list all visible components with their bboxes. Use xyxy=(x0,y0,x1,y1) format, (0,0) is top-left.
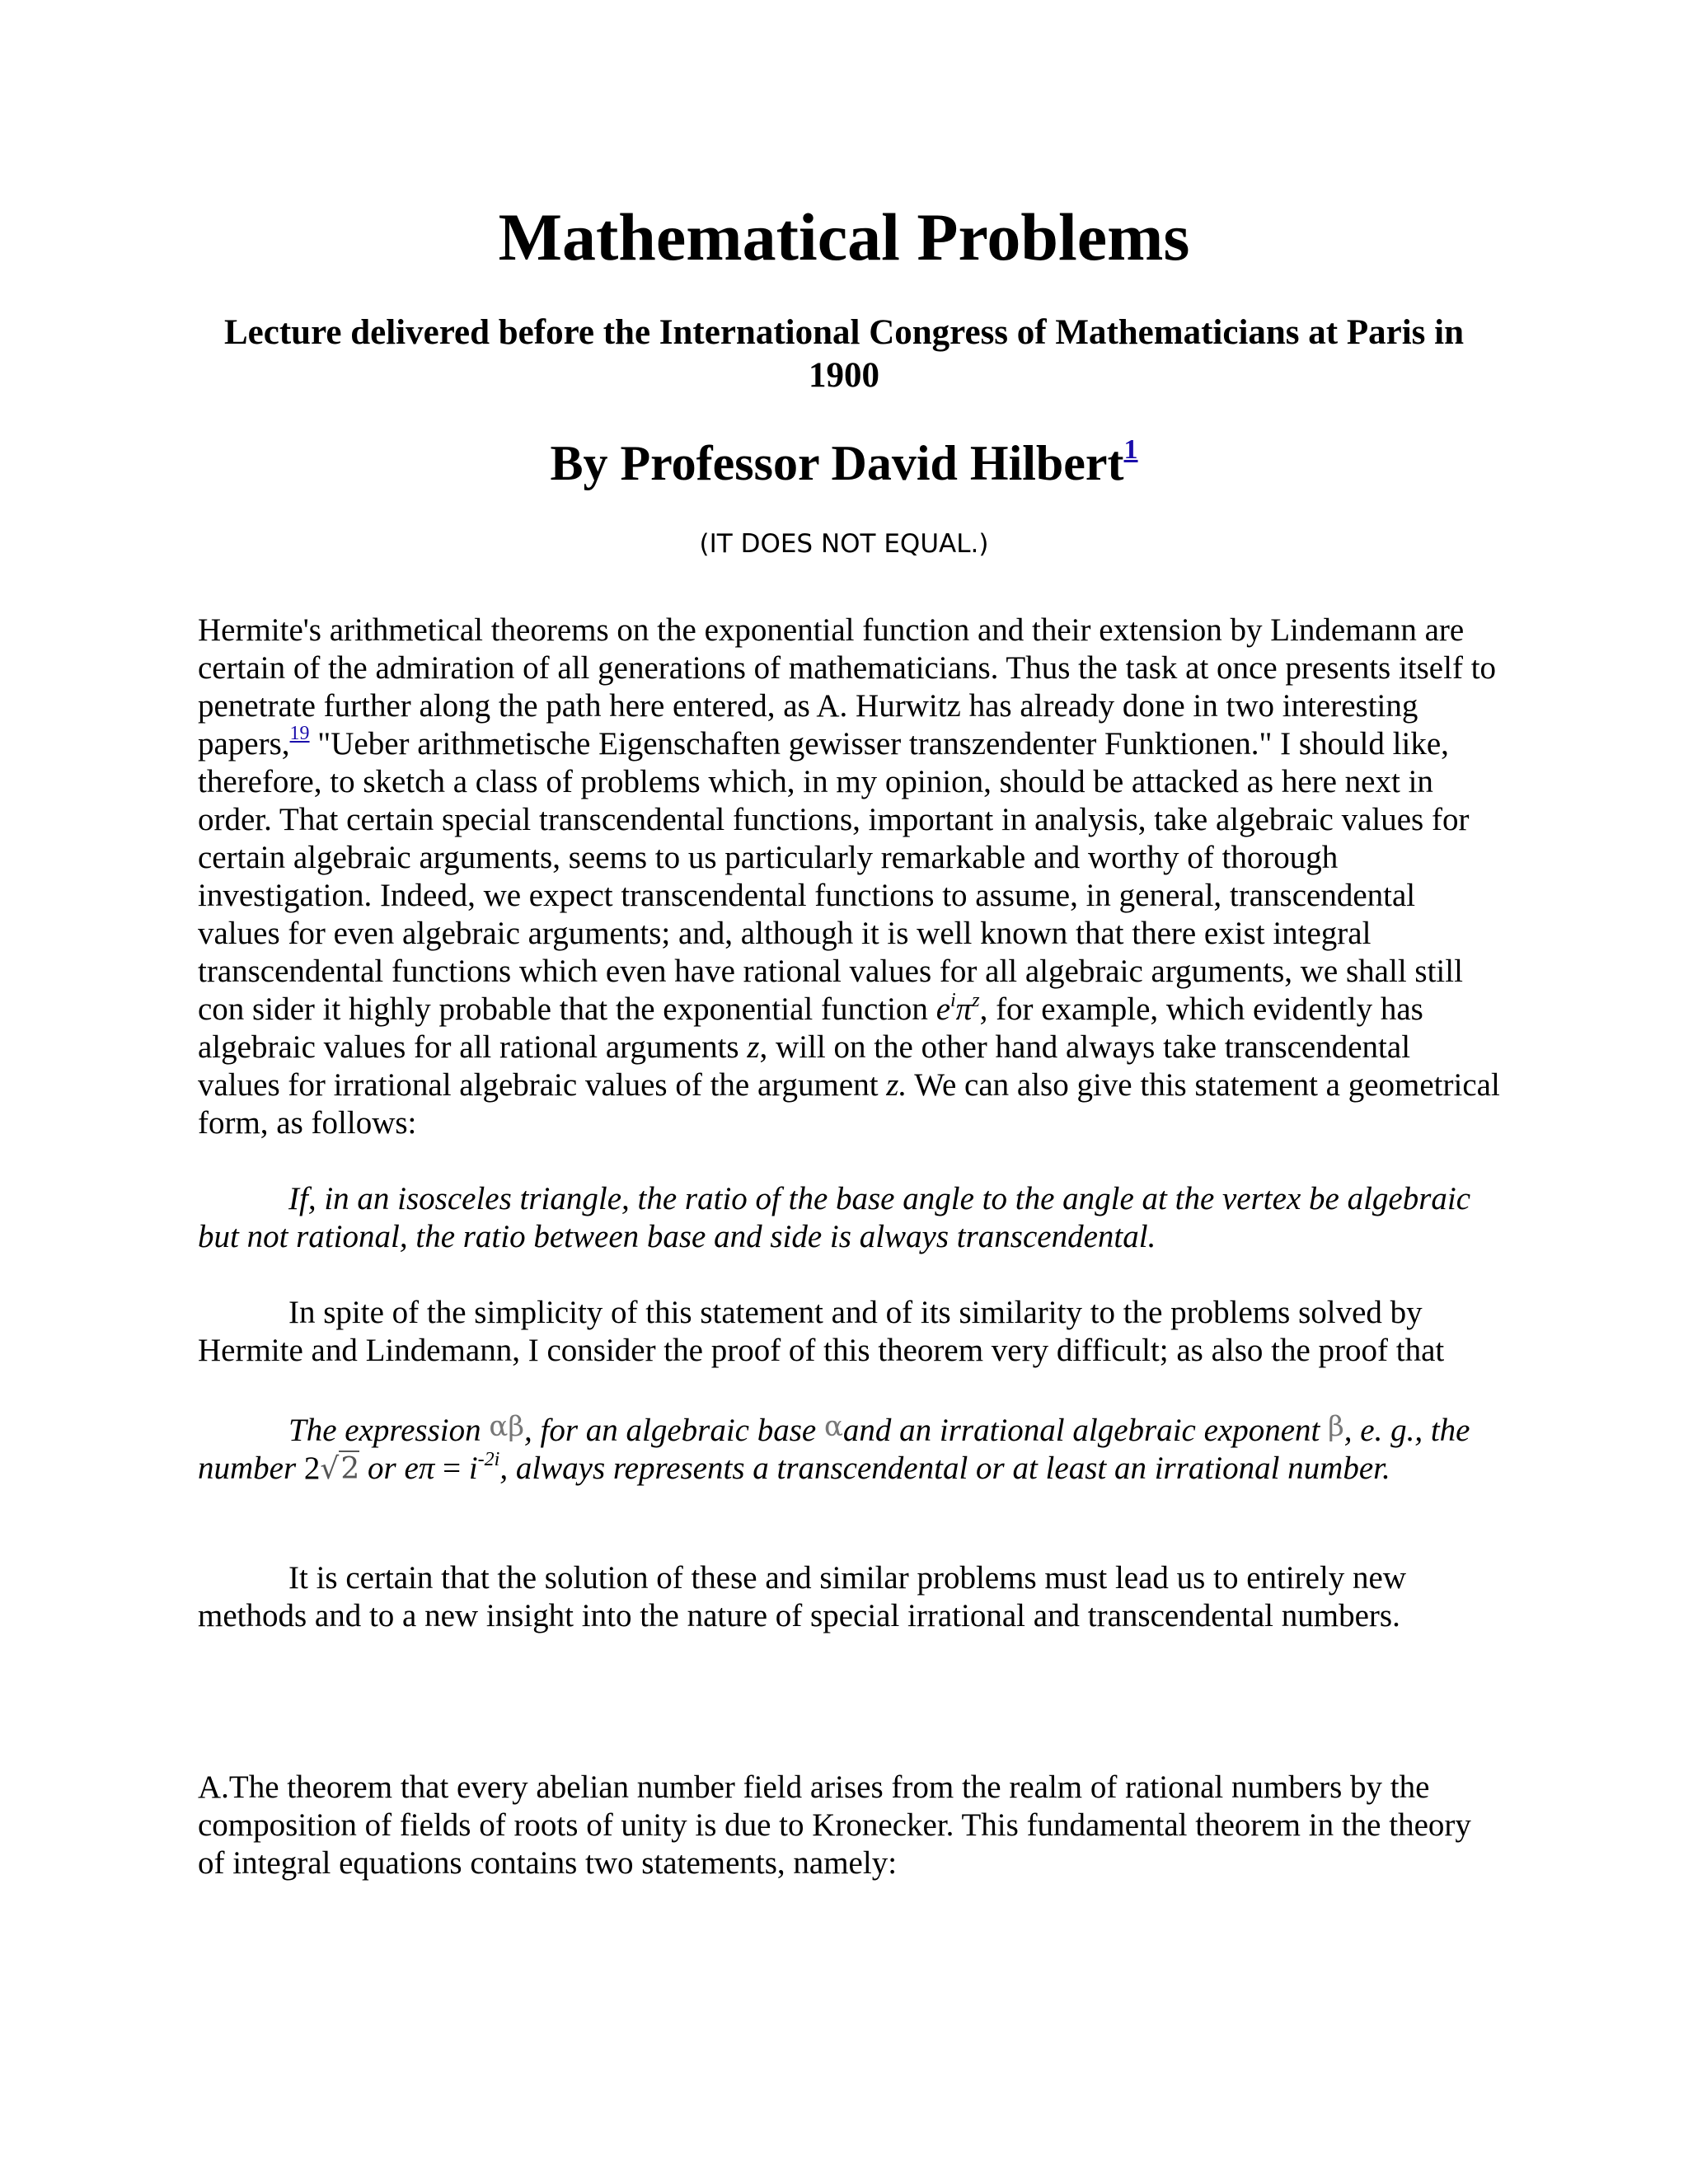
alpha-symbol: α xyxy=(823,1410,843,1443)
editor-note: (IT DOES NOT EQUAL.) xyxy=(699,529,989,559)
exponent-neg-2i: -2i xyxy=(477,1449,500,1470)
expr-base: e xyxy=(935,991,950,1027)
paragraph-text: , e. g., the number xyxy=(198,1413,1470,1486)
paragraph-text: , for an algebraic base xyxy=(523,1413,824,1448)
paragraph-text: , always represents a transcendental or at least an irrational number. xyxy=(499,1451,1390,1486)
document-subtitle: Lecture delivered before the International Congress of Mathematicians at Paris in 1900 xyxy=(223,313,1464,395)
radical-sign: √ xyxy=(320,1452,340,1486)
document-title: Mathematical Problems xyxy=(498,199,1190,274)
paragraph-text: and an irrational algebraic exponent xyxy=(842,1413,1329,1448)
author-footnote xyxy=(1124,434,1138,465)
equals-sign: = xyxy=(434,1451,469,1486)
expr-pi: π xyxy=(955,991,973,1027)
paragraph-kronecker: A.The theorem that every abelian number field arises from the realm of rational numbers by the composition of fields of roots of unity is due to Kronecker. This fundamental theorem in the theory of integral equations contains two statements, namely: xyxy=(198,1769,1471,1881)
square-root-expression xyxy=(320,1451,359,1486)
expr-sup-z: z xyxy=(972,990,980,1011)
paragraph-text: We can also give this statement a geometrical form, as follows: xyxy=(198,1067,1500,1141)
author-line xyxy=(0,432,1688,494)
footnote-link-19[interactable]: 19 xyxy=(289,723,310,744)
paragraph-expression-statement xyxy=(198,1408,1500,1488)
expr-sup-i: i xyxy=(950,990,956,1011)
imaginary-i: i xyxy=(468,1451,478,1486)
paragraph-hermite xyxy=(198,612,1500,1142)
paragraph-isosceles-statement: If, in an isosceles triangle, the ratio of the base angle to the angle at the vertex be algebraic but not rational, the ratio between base and side is always transcendental. xyxy=(198,1181,1471,1254)
paragraph-text: or xyxy=(359,1451,405,1486)
radicand: 2 xyxy=(340,1452,360,1486)
paragraph-text: Hermite's arithmetical theorems on the exponential function and their extension by Lindemann are certain of the admiration of all generations of mathematicians. Thus the task at once presents itself to penetrate further along the path here entered, as A. Hurwitz has already done in two interesting papers, xyxy=(198,612,1497,762)
paragraph-text: "Ueber arithmetische Eigenschaften gewisser transzendenter Funktionen." I should like, therefore, to sketch a class of problems which, in my opinion, should be attacked as here next in order. That certain special transcendental functions, important in analysis, take algebraic values for certain algebraic arguments, seems to us particularly remarkable and worthy of thorough investigation. Indeed, we expect transcendental functions to assume, in general, transcendental values for even algebraic arguments; and, although it is well known that there exist integral transcendental functions which even have rational values for all algebraic arguments, we shall still con sider it highly probable that the exponential function xyxy=(198,726,1470,1027)
alpha-beta-symbol: αβ xyxy=(489,1410,524,1443)
footnote-link-1[interactable]: 1 xyxy=(1123,434,1138,465)
author-name: By Professor David Hilbert xyxy=(550,436,1124,490)
beta-symbol: β xyxy=(1328,1410,1344,1443)
exponential-expression xyxy=(936,991,980,1027)
variable-z: z xyxy=(747,1029,760,1065)
paragraph-simplicity: In spite of the simplicity of this statement and of its similarity to the problems solved by Hermite and Lindemann, I consider the proof of this theorem very difficult; as also the proof that xyxy=(198,1295,1445,1368)
paragraph-text: , will on the other hand always take transcendental values for irrational algebraic values of the argument xyxy=(198,1029,1411,1103)
e-pi-expression: eπ xyxy=(404,1451,435,1486)
paragraph-conclusion: It is certain that the solution of these and similar problems must lead us to entirely new methods and to a new insight into the nature of special irrational and transcendental numbers. xyxy=(198,1560,1407,1633)
paragraph-text: The expression xyxy=(288,1413,490,1448)
variable-z: z. xyxy=(886,1067,907,1103)
paragraph-text: , for example, which evidently has algebraic values for all rational arguments xyxy=(198,991,1423,1065)
number-two: 2 xyxy=(303,1451,321,1486)
